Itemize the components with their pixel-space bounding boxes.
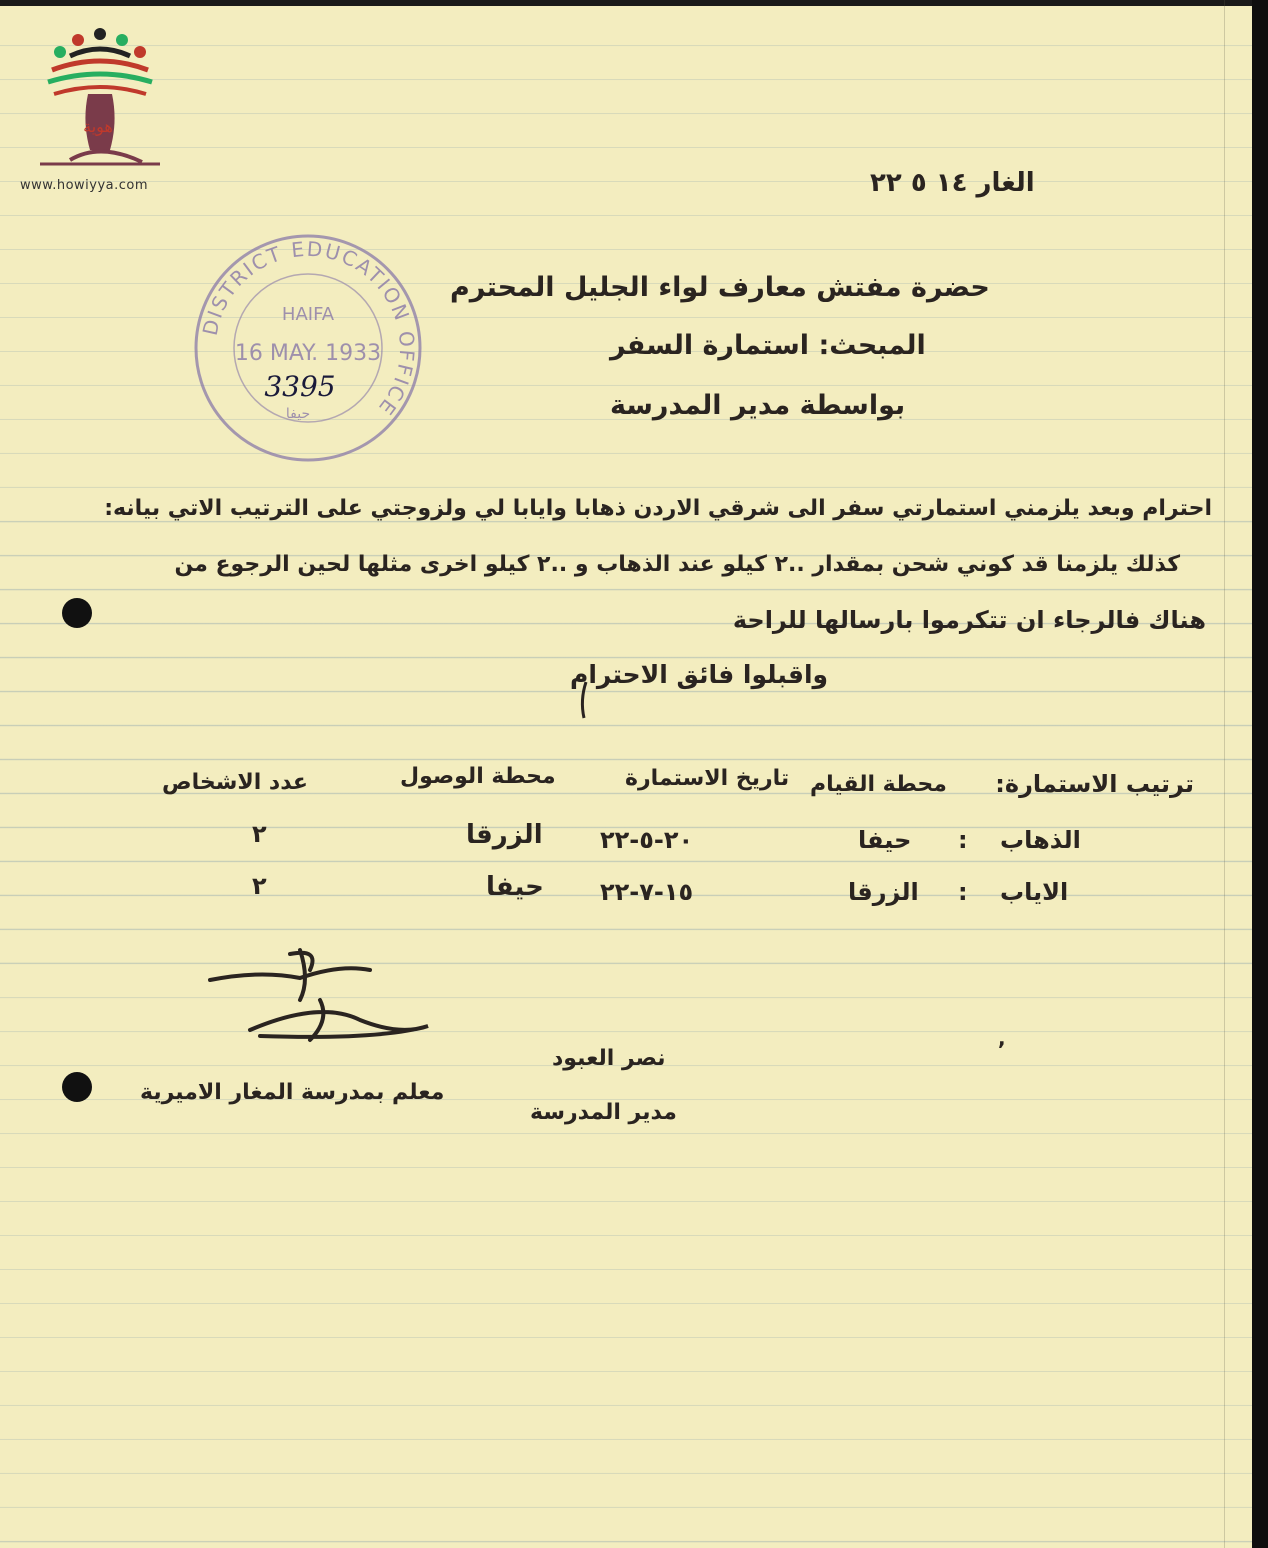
header-date: تاريخ الاستمارة xyxy=(625,766,790,791)
row-persons: ٢ xyxy=(252,872,267,900)
closing-line: واقبلوا فائق الاحترام xyxy=(570,660,829,689)
subject-line: المبحث: استمارة السفر xyxy=(610,330,926,361)
howiyya-logo xyxy=(30,22,170,172)
row-from: الزرقا xyxy=(848,878,919,906)
stamp-ring-text: DISTRICT EDUCATION OFFICE xyxy=(197,236,420,421)
paper-fold-line xyxy=(1224,0,1225,1548)
right-signatory-title: مدير المدرسة xyxy=(530,1100,677,1125)
row-from: حيفا xyxy=(858,826,912,854)
row-to: حيفا xyxy=(486,872,544,902)
date-line: الغار ١٤ ٥ ٢٢ xyxy=(870,168,1035,198)
row-colon: : xyxy=(958,878,968,906)
body-line-2: كذلك يلزمنا قد كوني شحن بمقدار ..٢ كيلو عند الذهاب و ..٢ كيلو اخرى مثلها لحين الرجوع من xyxy=(174,552,1180,577)
handwritten-signature-left xyxy=(200,940,440,1070)
stray-mark: , xyxy=(998,1026,1006,1050)
row-date: ١٥-٧-٢٢ xyxy=(600,878,694,906)
header-departure: محطة القيام xyxy=(810,772,947,797)
stamp-date: 16 MAY. 1933 xyxy=(234,341,382,366)
row-direction: الذهاب xyxy=(1000,826,1081,854)
svg-text:هوية: هوية xyxy=(83,117,113,136)
punch-hole-top xyxy=(62,598,92,628)
recipient-line: حضرة مفتش معارف لواء الجليل المحترم xyxy=(450,272,990,303)
row-colon: : xyxy=(958,826,968,854)
scan-top-border xyxy=(0,0,1252,6)
row-to: الزرقا xyxy=(466,820,543,850)
scan-right-edge xyxy=(1252,0,1268,1548)
logo-url-text: www.howiyya.com xyxy=(20,178,149,193)
row-direction: الاياب xyxy=(1000,878,1069,906)
body-line-3: هناك فالرجاء ان تتكرموا بارسالها للراحة xyxy=(732,606,1206,634)
header-arrival: محطة الوصول xyxy=(400,764,556,789)
pen-stroke xyxy=(574,680,594,720)
left-signatory-title: معلم بمدرسة المغار الاميرية xyxy=(140,1080,445,1105)
schedule-title: ترتيب الاستمارة: xyxy=(995,770,1194,798)
body-line-1: احترام وبعد يلزمني استمارتي سفر الى شرقي الاردن ذهابا وايابا لي ولزوجتي على الترتيب الاتي بيانه: xyxy=(104,496,1212,521)
education-office-stamp xyxy=(188,228,428,468)
header-persons: عدد الاشخاص xyxy=(162,770,308,795)
via-line: بواسطة مدير المدرسة xyxy=(610,390,906,421)
stamp-arabic-text: حيفا xyxy=(285,406,311,422)
row-date: ٢٠-٥-٢٢ xyxy=(600,826,694,854)
stamp-handwritten-number: 3395 xyxy=(264,370,336,403)
punch-hole-bottom xyxy=(62,1072,92,1102)
right-signatory-name: نصر العبود xyxy=(552,1046,666,1071)
people-figures xyxy=(48,28,152,94)
row-persons: ٢ xyxy=(252,820,267,848)
stamp-city: HAIFA xyxy=(281,304,335,325)
